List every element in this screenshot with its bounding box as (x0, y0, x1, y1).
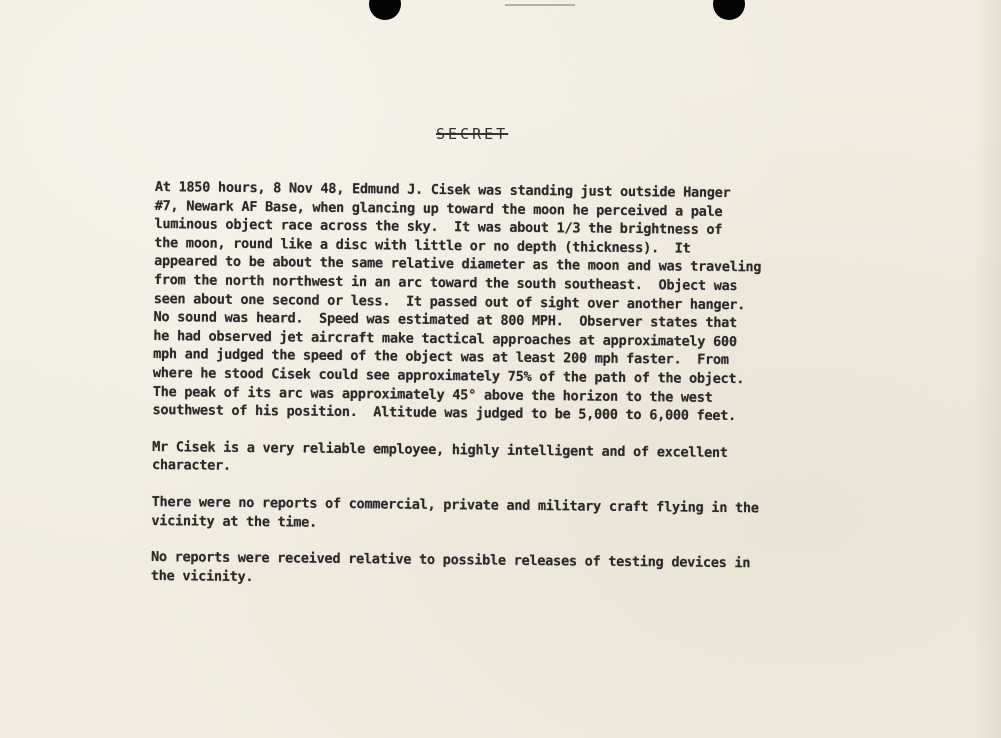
text-line: The peak of its arc was approximately 45° above the horizon to the west (152, 383, 713, 406)
text-line: mph and judged the speed of the object was at least 200 mph faster. From (153, 346, 729, 369)
text-line: seen about one second or less. It passed out of sight over another hanger. (153, 290, 746, 313)
paragraph-sighting (152, 178, 889, 427)
text-line: No sound was heard. Speed was estimated at 800 MPH. Observer states that (153, 309, 738, 332)
text-line: appeared to be about the same relative diameter as the moon and was traveling (154, 253, 762, 276)
text-line: the moon, round like a disc with little or no depth (thickness). It (154, 234, 691, 257)
text-line: from the north northwest in an arc toward the south southeast. Object was (153, 271, 738, 295)
text-line: vicinity at the time. (151, 512, 318, 531)
paragraph-testing-devices (151, 548, 886, 593)
classification-marking: SECRET (436, 125, 509, 143)
text-line: where he stood Cisek could see approximately 75% of the path of the object. (152, 364, 745, 388)
paragraph-observer-character (152, 438, 887, 483)
punch-hole-left (369, 0, 401, 20)
text-line: Mr Cisek is a very reliable employee, highly intelligent and of excellent (152, 438, 728, 461)
text-line: luminous object race across the sky. It was about 1/3 the brightness of (154, 216, 723, 239)
text-line: he had observed jet aircraft make tactical approaches at approximately 600 (153, 327, 737, 350)
text-line: At 1850 hours, 8 Nov 48, Edmund J. Cisek was standing just outside Hanger (154, 178, 731, 202)
top-pencil-mark (505, 0, 575, 6)
punch-hole-right (713, 0, 745, 20)
text-line: #7, Newark AF Base, when glancing up toward the moon he perceived a pale (154, 197, 723, 220)
paragraph-aircraft-reports (151, 493, 886, 538)
report-body (151, 178, 890, 611)
text-line: character. (151, 457, 231, 475)
text-line: the vicinity. (150, 567, 254, 585)
text-line: southwest of his position. Altitude was judged to be 5,000 to 6,000 feet. (152, 402, 737, 425)
text-line: No reports were received relative to possible releases of testing devices in (150, 549, 751, 572)
page-edge-shadow (975, 0, 1001, 738)
text-line: There were no reports of commercial, private and military craft flying in the (151, 493, 759, 517)
